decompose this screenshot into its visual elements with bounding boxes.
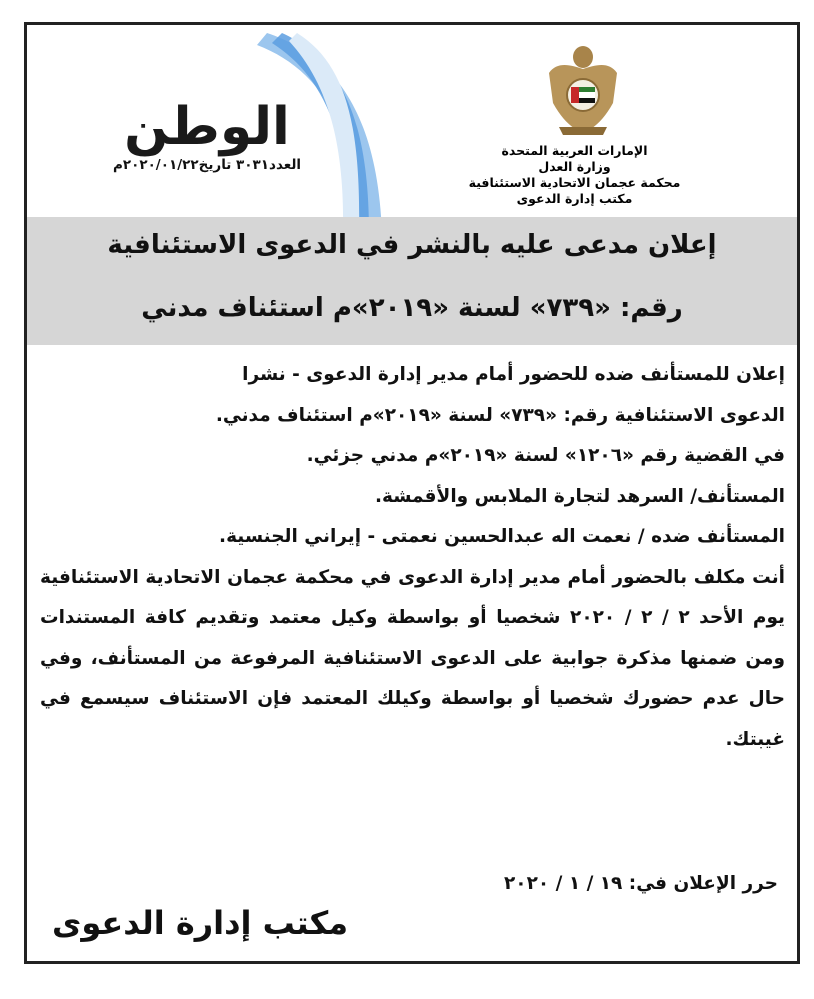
body-respondent: المستأنف ضده / نعمت اله عبدالحسين نعمتى - إيراني الجنسية. <box>219 526 785 547</box>
announcement-body <box>40 355 785 760</box>
body-appeal-case: الدعوى الاستئنافية رقم: «٧٣٩» لسنة «٢٠١٩»م استئناف مدني. <box>215 404 785 426</box>
uae-emblem-icon <box>543 43 623 137</box>
ad-header <box>27 25 797 217</box>
body-original-case: في القضية رقم «١٢٠٦» لسنة «٢٠١٩»م مدني جزئي. <box>306 445 785 466</box>
body-intro: إعلان للمستأنف ضده للحضور أمام مدير إدارة الدعوى - نشرا <box>242 364 785 385</box>
newspaper-name: الوطن <box>124 97 290 157</box>
gov-line-ministry: وزارة العدل <box>538 159 611 174</box>
issuing-office-signature: مكتب إدارة الدعوى <box>51 904 349 942</box>
announcement-title-band <box>27 217 797 345</box>
gov-line-court: محكمة عجمان الاتحادية الاستئنافية <box>468 175 681 190</box>
announcement-date: حرر الإعلان في: ١٩ / ١ / ٢٠٢٠ <box>504 873 778 894</box>
gov-line-office: مكتب إدارة الدعوى <box>516 191 633 206</box>
announcement-case-number: رقم: «٧٣٩» لسنة «٢٠١٩»م استئناف مدني <box>141 293 683 323</box>
gov-line-country: الإمارات العربية المتحدة <box>501 143 648 158</box>
body-appellant: المستأنف/ السرهد لتجارة الملابس والأقمشة. <box>374 485 785 507</box>
government-heading <box>407 143 742 207</box>
announcement-title: إعلان مدعى عليه بالنشر في الدعوى الاستئنافية <box>107 230 717 260</box>
newspaper-masthead <box>77 97 337 173</box>
newspaper-issue-line: العدد٣٠٣١ تاريخ٢٠٢٠/٠١/٢٢م <box>112 157 302 173</box>
body-notice: أنت مكلف بالحضور أمام مدير إدارة الدعوى في محكمة عجمان الاتحادية الاستئنافية يوم الأحد ٢ / ٢ / ٢٠٢٠ شخصيا أو بواسطة وكيل معتمد وتقديم كافة المستندات ومن ضمنها مذكرة جوابية على الدعوى الاستئنافية المرفوعة من المستأنف، وفي حال عدم حضورك شخصيا أو بواسطة وكيلك المعتمد فإن الاستئناف سيسمع في غيبتك. <box>40 566 785 750</box>
